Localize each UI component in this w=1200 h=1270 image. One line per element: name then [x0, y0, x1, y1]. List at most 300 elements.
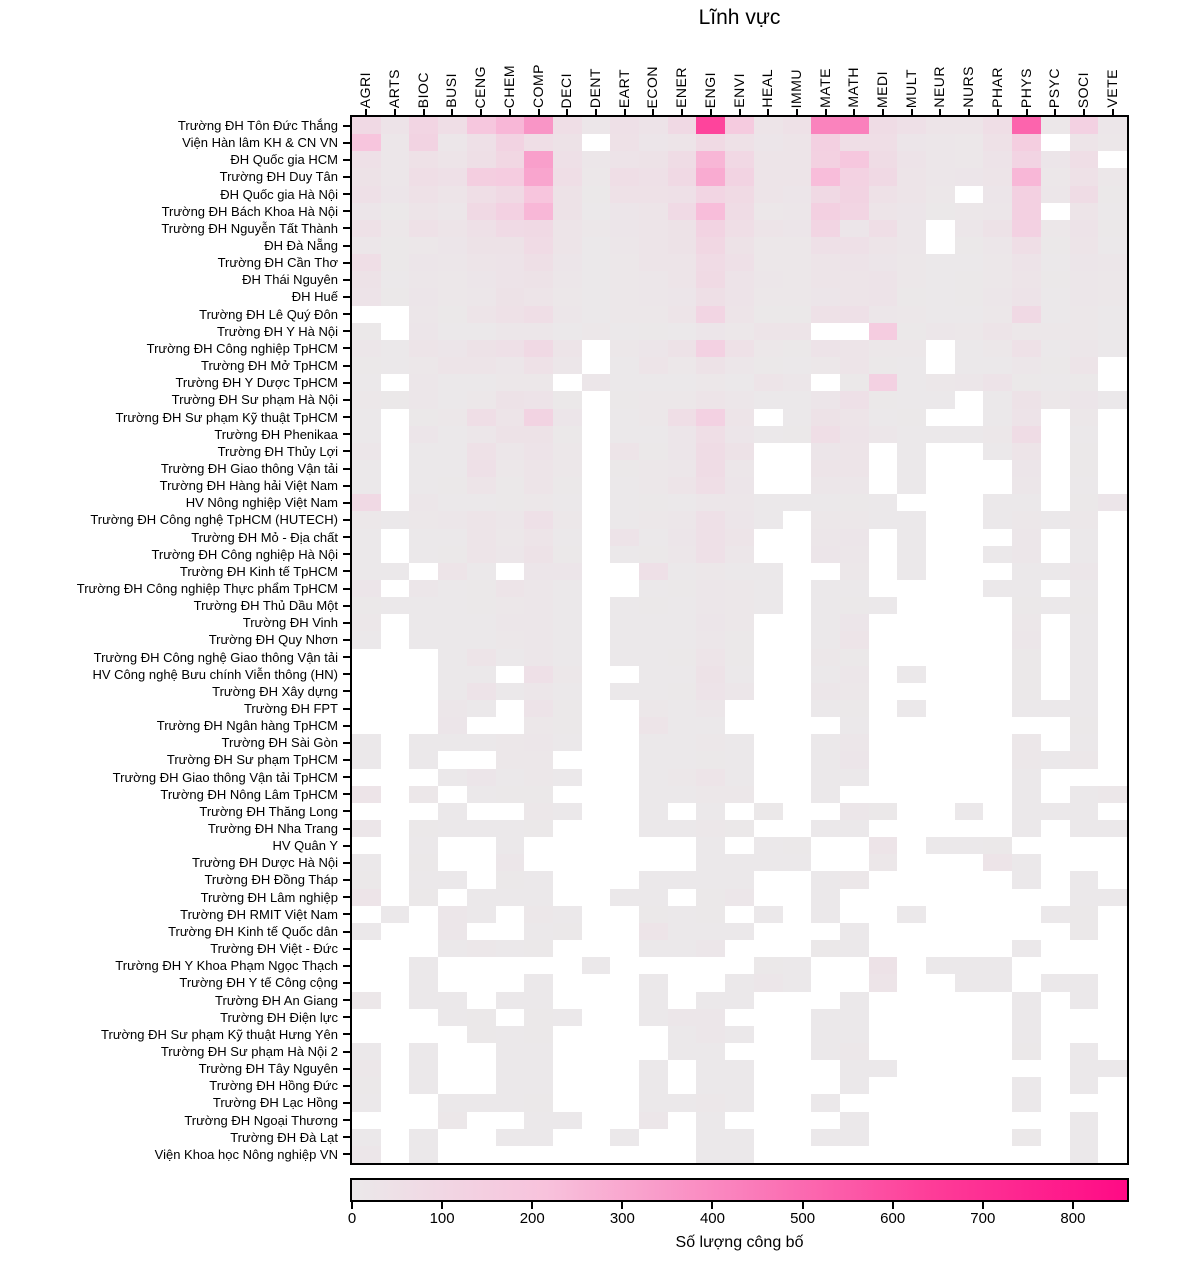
heatmap-cell: [582, 940, 611, 957]
heatmap-cell: [524, 889, 553, 906]
heatmap-cell: [610, 769, 639, 786]
heatmap-cell: [668, 631, 697, 648]
row-label: Trường ĐH Cần Thơ: [217, 255, 338, 271]
heatmap-cell: [983, 1094, 1012, 1111]
heatmap-cell: [438, 1009, 467, 1026]
heatmap-cell: [1041, 203, 1070, 220]
heatmap-cell: [725, 443, 754, 460]
heatmap-cell: [725, 391, 754, 408]
heatmap-cell: [725, 906, 754, 923]
heatmap-cell: [1098, 974, 1127, 991]
heatmap-cell: [409, 374, 438, 391]
heatmap-cell: [409, 769, 438, 786]
heatmap-cell: [840, 631, 869, 648]
heatmap-cell: [553, 889, 582, 906]
heatmap-cell: [725, 494, 754, 511]
axis-tick: [343, 742, 350, 744]
heatmap-cell: [869, 1094, 898, 1111]
heatmap-cell: [467, 734, 496, 751]
heatmap-cell: [725, 134, 754, 151]
heatmap-cell: [811, 957, 840, 974]
axis-tick: [343, 347, 350, 349]
heatmap-cell: [1041, 649, 1070, 666]
heatmap-cell: [438, 1129, 467, 1146]
heatmap-cell: [1070, 957, 1099, 974]
heatmap-cell: [1098, 1043, 1127, 1060]
heatmap-cell: [840, 734, 869, 751]
heatmap-cell: [754, 271, 783, 288]
heatmap-cell: [582, 786, 611, 803]
heatmap-cell: [725, 734, 754, 751]
heatmap-plot: [350, 115, 1129, 1165]
heatmap-cell: [1070, 1129, 1099, 1146]
heatmap-cell: [811, 426, 840, 443]
heatmap-cell: [409, 940, 438, 957]
axis-tick: [343, 982, 350, 984]
heatmap-cell: [639, 374, 668, 391]
heatmap-cell: [983, 940, 1012, 957]
heatmap-cell: [1041, 117, 1070, 134]
heatmap-cell: [1098, 494, 1127, 511]
heatmap-cell: [725, 666, 754, 683]
heatmap-cell: [811, 220, 840, 237]
heatmap-cell: [869, 1077, 898, 1094]
heatmap-cell: [897, 957, 926, 974]
heatmap-cell: [668, 151, 697, 168]
heatmap-cell: [409, 426, 438, 443]
heatmap-cell: [754, 854, 783, 871]
heatmap-cell: [438, 700, 467, 717]
heatmap-cell: [668, 529, 697, 546]
heatmap-cell: [381, 426, 410, 443]
heatmap-cell: [955, 666, 984, 683]
axis-tick: [343, 365, 350, 367]
heatmap-cell: [1012, 1026, 1041, 1043]
heatmap-cell: [1041, 168, 1070, 185]
heatmap-cell: [926, 168, 955, 185]
axis-tick: [343, 1085, 350, 1087]
heatmap-cell: [1098, 511, 1127, 528]
heatmap-cell: [1098, 1146, 1127, 1163]
heatmap-cell: [983, 563, 1012, 580]
heatmap-cell: [467, 1094, 496, 1111]
heatmap-cell: [897, 391, 926, 408]
heatmap-cell: [639, 700, 668, 717]
heatmap-cell: [553, 614, 582, 631]
axis-tick: [343, 810, 350, 812]
heatmap-cell: [467, 1060, 496, 1077]
heatmap-cell: [955, 734, 984, 751]
heatmap-cell: [409, 871, 438, 888]
heatmap-cell: [696, 1146, 725, 1163]
heatmap-cell: [926, 940, 955, 957]
heatmap-cell: [1098, 443, 1127, 460]
heatmap-cell: [897, 357, 926, 374]
heatmap-cell: [840, 426, 869, 443]
heatmap-cell: [496, 1146, 525, 1163]
heatmap-cell: [438, 992, 467, 1009]
heatmap-cell: [983, 511, 1012, 528]
heatmap-cell: [754, 923, 783, 940]
heatmap-cell: [725, 1112, 754, 1129]
heatmap-cell: [1041, 1077, 1070, 1094]
heatmap-cell: [524, 906, 553, 923]
heatmap-cell: [811, 409, 840, 426]
heatmap-cell: [725, 923, 754, 940]
heatmap-cell: [438, 923, 467, 940]
heatmap-cell: [352, 409, 381, 426]
heatmap-cell: [754, 957, 783, 974]
heatmap-cell: [926, 220, 955, 237]
heatmap-cell: [1070, 357, 1099, 374]
heatmap-cell: [811, 151, 840, 168]
heatmap-cell: [955, 117, 984, 134]
heatmap-cell: [467, 923, 496, 940]
heatmap-cell: [725, 117, 754, 134]
heatmap-cell: [983, 597, 1012, 614]
heatmap-cell: [983, 306, 1012, 323]
heatmap-cell: [438, 288, 467, 305]
heatmap-cell: [524, 477, 553, 494]
heatmap-cell: [409, 700, 438, 717]
heatmap-cell: [639, 306, 668, 323]
axis-tick: [343, 313, 350, 315]
heatmap-cell: [610, 734, 639, 751]
heatmap-cell: [352, 700, 381, 717]
heatmap-cell: [352, 1043, 381, 1060]
heatmap-cell: [381, 992, 410, 1009]
heatmap-cell: [1012, 477, 1041, 494]
heatmap-cell: [582, 237, 611, 254]
heatmap-cell: [783, 306, 812, 323]
column-label: CHEM: [500, 64, 517, 108]
heatmap-cell: [696, 511, 725, 528]
heatmap-cell: [1041, 237, 1070, 254]
heatmap-cell: [725, 803, 754, 820]
heatmap-cell: [811, 306, 840, 323]
heatmap-cell: [897, 220, 926, 237]
heatmap-cell: [897, 769, 926, 786]
heatmap-cell: [955, 1129, 984, 1146]
heatmap-cell: [869, 854, 898, 871]
heatmap-cell: [926, 426, 955, 443]
heatmap-cell: [1098, 923, 1127, 940]
heatmap-cell: [696, 683, 725, 700]
heatmap-cell: [783, 803, 812, 820]
heatmap-cell: [1070, 700, 1099, 717]
heatmap-cell: [668, 271, 697, 288]
heatmap-cell: [754, 117, 783, 134]
heatmap-cell: [553, 734, 582, 751]
heatmap-cell: [811, 391, 840, 408]
heatmap-cell: [1098, 803, 1127, 820]
heatmap-cell: [553, 340, 582, 357]
heatmap-cell: [983, 186, 1012, 203]
heatmap-cell: [897, 374, 926, 391]
heatmap-cell: [467, 186, 496, 203]
row-label: Trường ĐH Sư phạm Hà Nội: [171, 392, 338, 408]
heatmap-cell: [381, 391, 410, 408]
heatmap-cell: [524, 992, 553, 1009]
heatmap-cell: [1070, 923, 1099, 940]
heatmap-cell: [783, 649, 812, 666]
heatmap-cell: [983, 1129, 1012, 1146]
heatmap-cell: [1041, 889, 1070, 906]
heatmap-cell: [582, 803, 611, 820]
column-label: IMMU: [787, 68, 804, 108]
heatmap-cell: [725, 254, 754, 271]
heatmap-cell: [381, 237, 410, 254]
heatmap-cell: [438, 1043, 467, 1060]
heatmap-cell: [696, 220, 725, 237]
heatmap-cell: [381, 1009, 410, 1026]
column-label: MATE: [816, 68, 833, 108]
heatmap-cell: [840, 1146, 869, 1163]
heatmap-cell: [926, 306, 955, 323]
heatmap-cell: [955, 700, 984, 717]
heatmap-cell: [754, 494, 783, 511]
heatmap-cell: [381, 803, 410, 820]
heatmap-cell: [1012, 288, 1041, 305]
heatmap-cell: [409, 563, 438, 580]
heatmap-cell: [983, 889, 1012, 906]
heatmap-cell: [467, 803, 496, 820]
heatmap-cell: [811, 631, 840, 648]
heatmap-cell: [1012, 717, 1041, 734]
heatmap-cell: [1012, 803, 1041, 820]
heatmap-cell: [725, 854, 754, 871]
heatmap-cell: [524, 426, 553, 443]
heatmap-cell: [840, 477, 869, 494]
heatmap-cell: [381, 443, 410, 460]
heatmap-cell: [438, 906, 467, 923]
heatmap-cell: [467, 1009, 496, 1026]
heatmap-cell: [409, 992, 438, 1009]
heatmap-cell: [553, 1009, 582, 1026]
heatmap-cell: [725, 1060, 754, 1077]
axis-tick: [343, 468, 350, 470]
heatmap-cell: [955, 168, 984, 185]
row-label: HV Nông nghiệp Việt Nam: [185, 495, 338, 511]
heatmap-cell: [668, 923, 697, 940]
heatmap-cell: [668, 323, 697, 340]
heatmap-cell: [1012, 1146, 1041, 1163]
heatmap-cell: [1070, 734, 1099, 751]
heatmap-cell: [381, 340, 410, 357]
heatmap-cell: [754, 409, 783, 426]
heatmap-cell: [668, 957, 697, 974]
heatmap-cell: [553, 409, 582, 426]
heatmap-cell: [381, 271, 410, 288]
heatmap-cell: [496, 443, 525, 460]
heatmap-cell: [1012, 357, 1041, 374]
heatmap-cell: [668, 700, 697, 717]
heatmap-cell: [381, 477, 410, 494]
heatmap-cell: [1070, 323, 1099, 340]
heatmap-cell: [639, 751, 668, 768]
heatmap-cell: [983, 220, 1012, 237]
heatmap-cell: [639, 992, 668, 1009]
heatmap-cell: [1098, 1129, 1127, 1146]
heatmap-cell: [381, 323, 410, 340]
heatmap-cell: [840, 288, 869, 305]
heatmap-cell: [754, 683, 783, 700]
heatmap-cell: [725, 1026, 754, 1043]
heatmap-cell: [1041, 871, 1070, 888]
heatmap-cell: [467, 220, 496, 237]
heatmap-cell: [582, 666, 611, 683]
heatmap-cell: [754, 546, 783, 563]
heatmap-cell: [1012, 546, 1041, 563]
heatmap-cell: [840, 580, 869, 597]
heatmap-cell: [955, 237, 984, 254]
heatmap-cell: [696, 614, 725, 631]
heatmap-cell: [983, 837, 1012, 854]
heatmap-cell: [496, 1026, 525, 1043]
heatmap-cell: [897, 288, 926, 305]
heatmap-cell: [524, 786, 553, 803]
heatmap-cell: [696, 1129, 725, 1146]
heatmap-cell: [1098, 631, 1127, 648]
heatmap-cell: [1041, 837, 1070, 854]
heatmap-cell: [524, 837, 553, 854]
heatmap-cell: [467, 237, 496, 254]
heatmap-cell: [467, 340, 496, 357]
heatmap-cell: [668, 1094, 697, 1111]
row-label: Trường ĐH Nha Trang: [207, 821, 338, 837]
heatmap-cell: [639, 614, 668, 631]
heatmap-cell: [409, 323, 438, 340]
heatmap-cell: [496, 220, 525, 237]
heatmap-cell: [438, 391, 467, 408]
heatmap-cell: [983, 957, 1012, 974]
heatmap-cell: [668, 306, 697, 323]
heatmap-cell: [553, 820, 582, 837]
heatmap-cell: [610, 631, 639, 648]
heatmap-cell: [553, 254, 582, 271]
heatmap-cell: [811, 940, 840, 957]
heatmap-cell: [783, 186, 812, 203]
heatmap-cell: [869, 580, 898, 597]
axis-tick: [343, 433, 350, 435]
heatmap-cell: [696, 700, 725, 717]
heatmap-cell: [725, 769, 754, 786]
heatmap-cell: [696, 1077, 725, 1094]
heatmap-cell: [467, 820, 496, 837]
heatmap-cell: [1012, 134, 1041, 151]
heatmap-cell: [352, 940, 381, 957]
column-label: COMP: [529, 64, 546, 108]
heatmap-cell: [869, 1026, 898, 1043]
heatmap-cell: [467, 889, 496, 906]
heatmap-cell: [696, 974, 725, 991]
heatmap-cell: [983, 237, 1012, 254]
heatmap-cell: [1041, 769, 1070, 786]
axis-tick: [343, 639, 350, 641]
heatmap-cell: [783, 117, 812, 134]
heatmap-cell: [955, 288, 984, 305]
heatmap-cell: [639, 1077, 668, 1094]
heatmap-cell: [582, 134, 611, 151]
heatmap-cell: [811, 597, 840, 614]
heatmap-cell: [610, 203, 639, 220]
heatmap-cell: [754, 477, 783, 494]
heatmap-cell: [1041, 151, 1070, 168]
heatmap-cell: [754, 357, 783, 374]
heatmap-cell: [926, 769, 955, 786]
heatmap-cell: [553, 151, 582, 168]
heatmap-cell: [639, 786, 668, 803]
heatmap-cell: [409, 803, 438, 820]
heatmap-cell: [1098, 597, 1127, 614]
heatmap-cell: [438, 134, 467, 151]
heatmap-cell: [553, 751, 582, 768]
heatmap-cell: [696, 546, 725, 563]
heatmap-cell: [869, 117, 898, 134]
heatmap-cell: [696, 151, 725, 168]
heatmap-cell: [897, 940, 926, 957]
colorbar-tick: [892, 1202, 894, 1209]
heatmap-cell: [668, 1026, 697, 1043]
heatmap-cell: [897, 631, 926, 648]
heatmap-cell: [409, 683, 438, 700]
heatmap-cell: [1098, 580, 1127, 597]
heatmap-cell: [409, 734, 438, 751]
heatmap-cell: [352, 1094, 381, 1111]
heatmap-cell: [983, 1060, 1012, 1077]
heatmap-cell: [496, 580, 525, 597]
heatmap-cell: [553, 1129, 582, 1146]
heatmap-cell: [1012, 614, 1041, 631]
heatmap-cell: [524, 1077, 553, 1094]
heatmap-cell: [1041, 477, 1070, 494]
heatmap-cell: [496, 1112, 525, 1129]
heatmap-cell: [869, 1060, 898, 1077]
heatmap-cell: [754, 323, 783, 340]
heatmap-cell: [1041, 186, 1070, 203]
heatmap-cell: [553, 237, 582, 254]
heatmap-cell: [610, 1077, 639, 1094]
heatmap-cell: [955, 477, 984, 494]
heatmap-cell: [725, 992, 754, 1009]
heatmap-cell: [811, 1009, 840, 1026]
heatmap-cell: [496, 769, 525, 786]
heatmap-cell: [1012, 443, 1041, 460]
heatmap-cell: [725, 786, 754, 803]
heatmap-cell: [1012, 923, 1041, 940]
heatmap-cell: [983, 494, 1012, 511]
heatmap-cell: [696, 306, 725, 323]
heatmap-cell: [754, 1043, 783, 1060]
axis-tick: [343, 176, 350, 178]
heatmap-cell: [524, 1026, 553, 1043]
heatmap-cell: [381, 769, 410, 786]
heatmap-cell: [352, 117, 381, 134]
heatmap-cell: [381, 306, 410, 323]
heatmap-cell: [696, 117, 725, 134]
heatmap-cell: [438, 460, 467, 477]
heatmap-cell: [467, 494, 496, 511]
heatmap-cell: [467, 511, 496, 528]
heatmap-cell: [1098, 1060, 1127, 1077]
column-label: PHAR: [988, 67, 1005, 108]
heatmap-cell: [1012, 683, 1041, 700]
heatmap-cell: [409, 134, 438, 151]
heatmap-cell: [955, 546, 984, 563]
heatmap-cell: [352, 1009, 381, 1026]
heatmap-cell: [983, 854, 1012, 871]
heatmap-cell: [1041, 529, 1070, 546]
